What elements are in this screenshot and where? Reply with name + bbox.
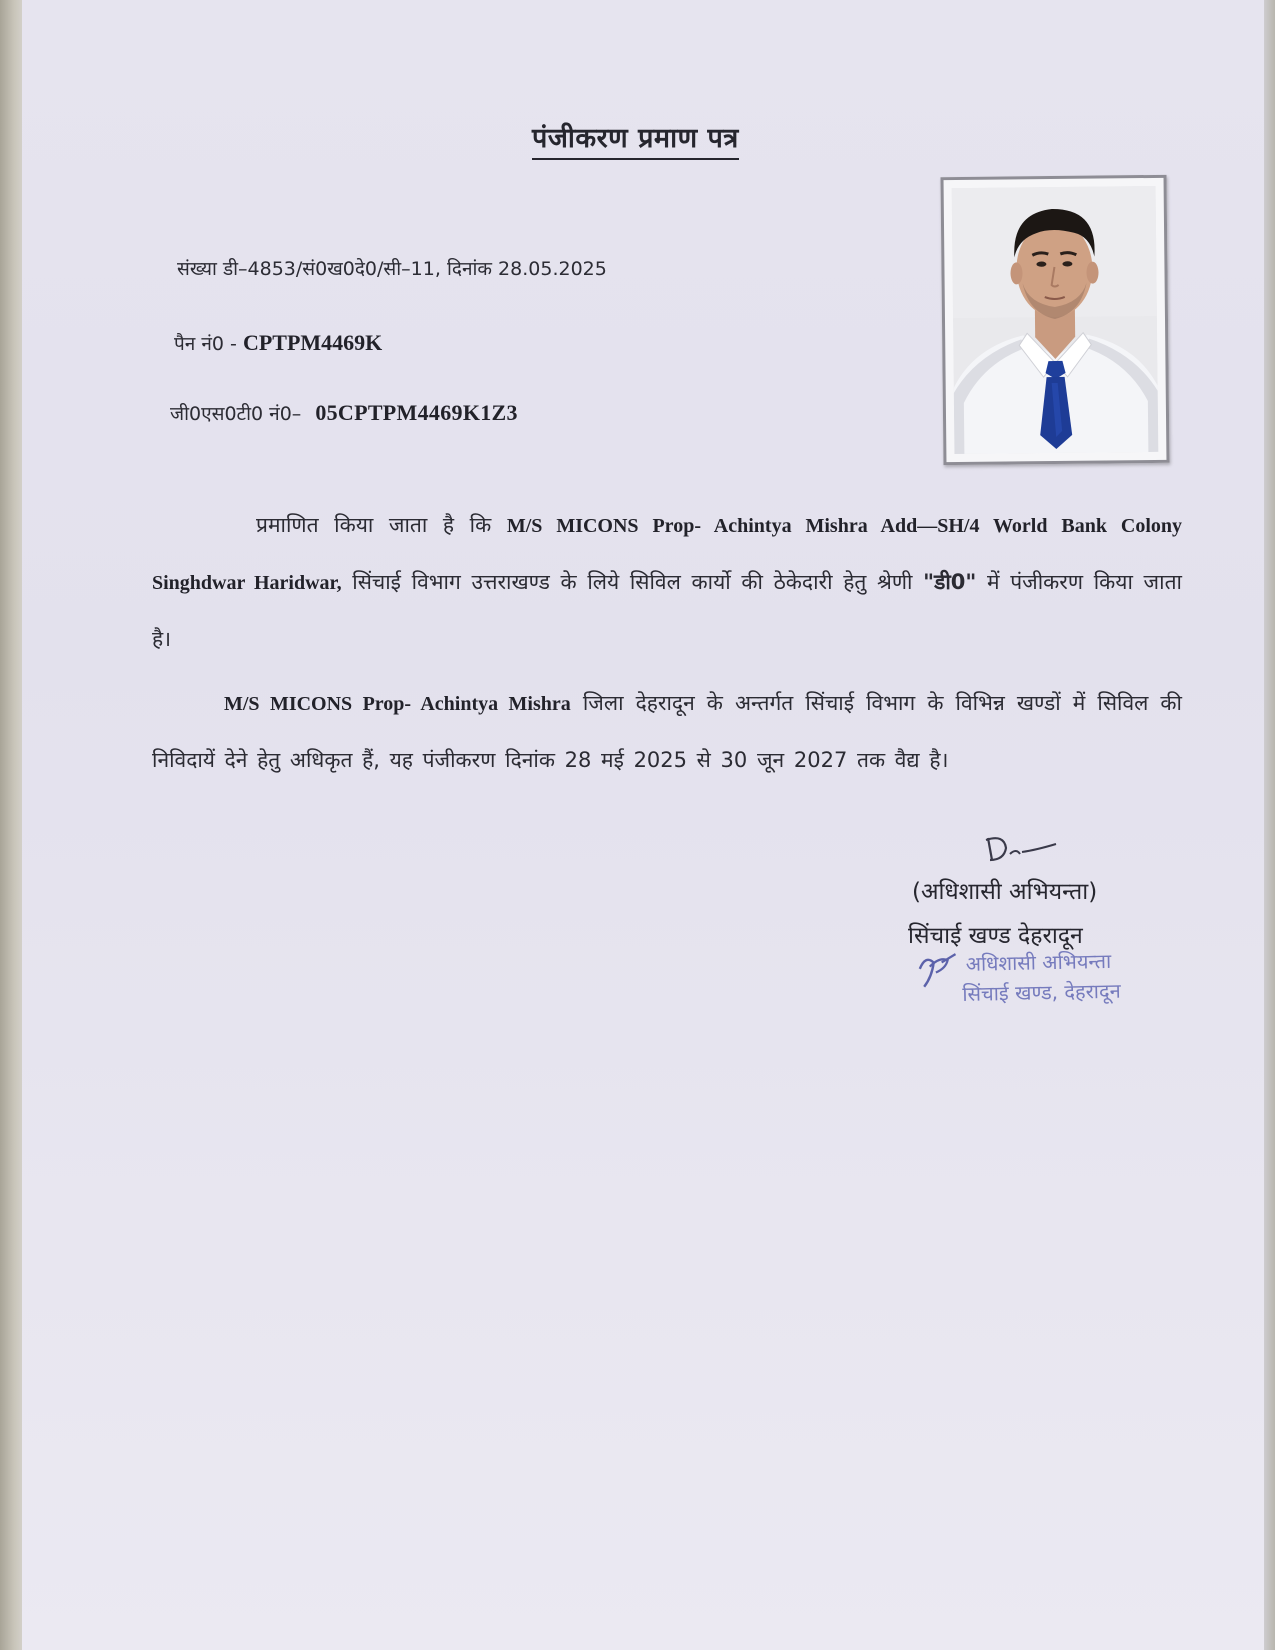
document-title: पंजीकरण प्रमाण पत्र xyxy=(532,118,739,160)
firm-name-address: M/S MICONS Prop- Achintya Mishra Add—SH/4 World Bank Colony Singhdwar Haridwar, xyxy=(152,515,1182,594)
firm-name: M/S MICONS Prop- Achintya Mishra xyxy=(224,693,571,715)
certification-paragraph xyxy=(152,497,1182,667)
passport-photo xyxy=(940,175,1169,465)
official-stamp xyxy=(911,941,1202,1013)
pan-label: पैन नं0 - xyxy=(174,333,243,355)
para2-text: जिला देहरादून के अन्तर्गत सिंचाई विभाग के विभिन्न खण्डों में सिविल की निविदायें देने हेतु अधिकृत हैं, यह पंजीकरण दिनांक 28 मई 2025 से 30 जून 2027 तक वैद्य है। xyxy=(152,691,1182,772)
authorization-paragraph xyxy=(152,675,1182,788)
gst-value: 05CPTPM4469K1Z3 xyxy=(315,400,518,425)
registration-grade: "डी0" xyxy=(923,570,977,594)
handwritten-signature xyxy=(974,830,1064,870)
pan-value: CPTPM4469K xyxy=(242,330,383,355)
stamp-initial-signature xyxy=(911,946,962,997)
stamp-division: सिंचाई खण्ड, देहरादून xyxy=(962,978,1121,1006)
para1-lead: प्रमाणित किया जाता है कि xyxy=(256,513,507,537)
pan-number-row xyxy=(174,330,382,356)
gst-label: जी0एस0टी0 नं0– xyxy=(170,403,302,425)
person-photo-image xyxy=(952,186,1159,454)
stamp-designation: अधिशासी अभियन्ता xyxy=(965,948,1112,976)
para1-middle: सिंचाई विभाग उत्तराखण्ड के लिये सिविल कार्यो की ठेकेदारी हेतु श्रेणी xyxy=(341,570,924,594)
para1-tail: में पंजीकरण किया जाता है। xyxy=(152,570,1182,651)
reference-number: संख्या डी–4853/सं0ख0दे0/सी–11, दिनांक 28.05.2025 xyxy=(177,258,607,280)
certificate-page xyxy=(22,0,1264,1650)
signatory-division: सिंचाई खण्ड देहरादून xyxy=(908,923,1083,949)
gst-number-row xyxy=(170,400,518,426)
signatory-designation: (अधिशासी अभियन्ता) xyxy=(912,879,1098,905)
